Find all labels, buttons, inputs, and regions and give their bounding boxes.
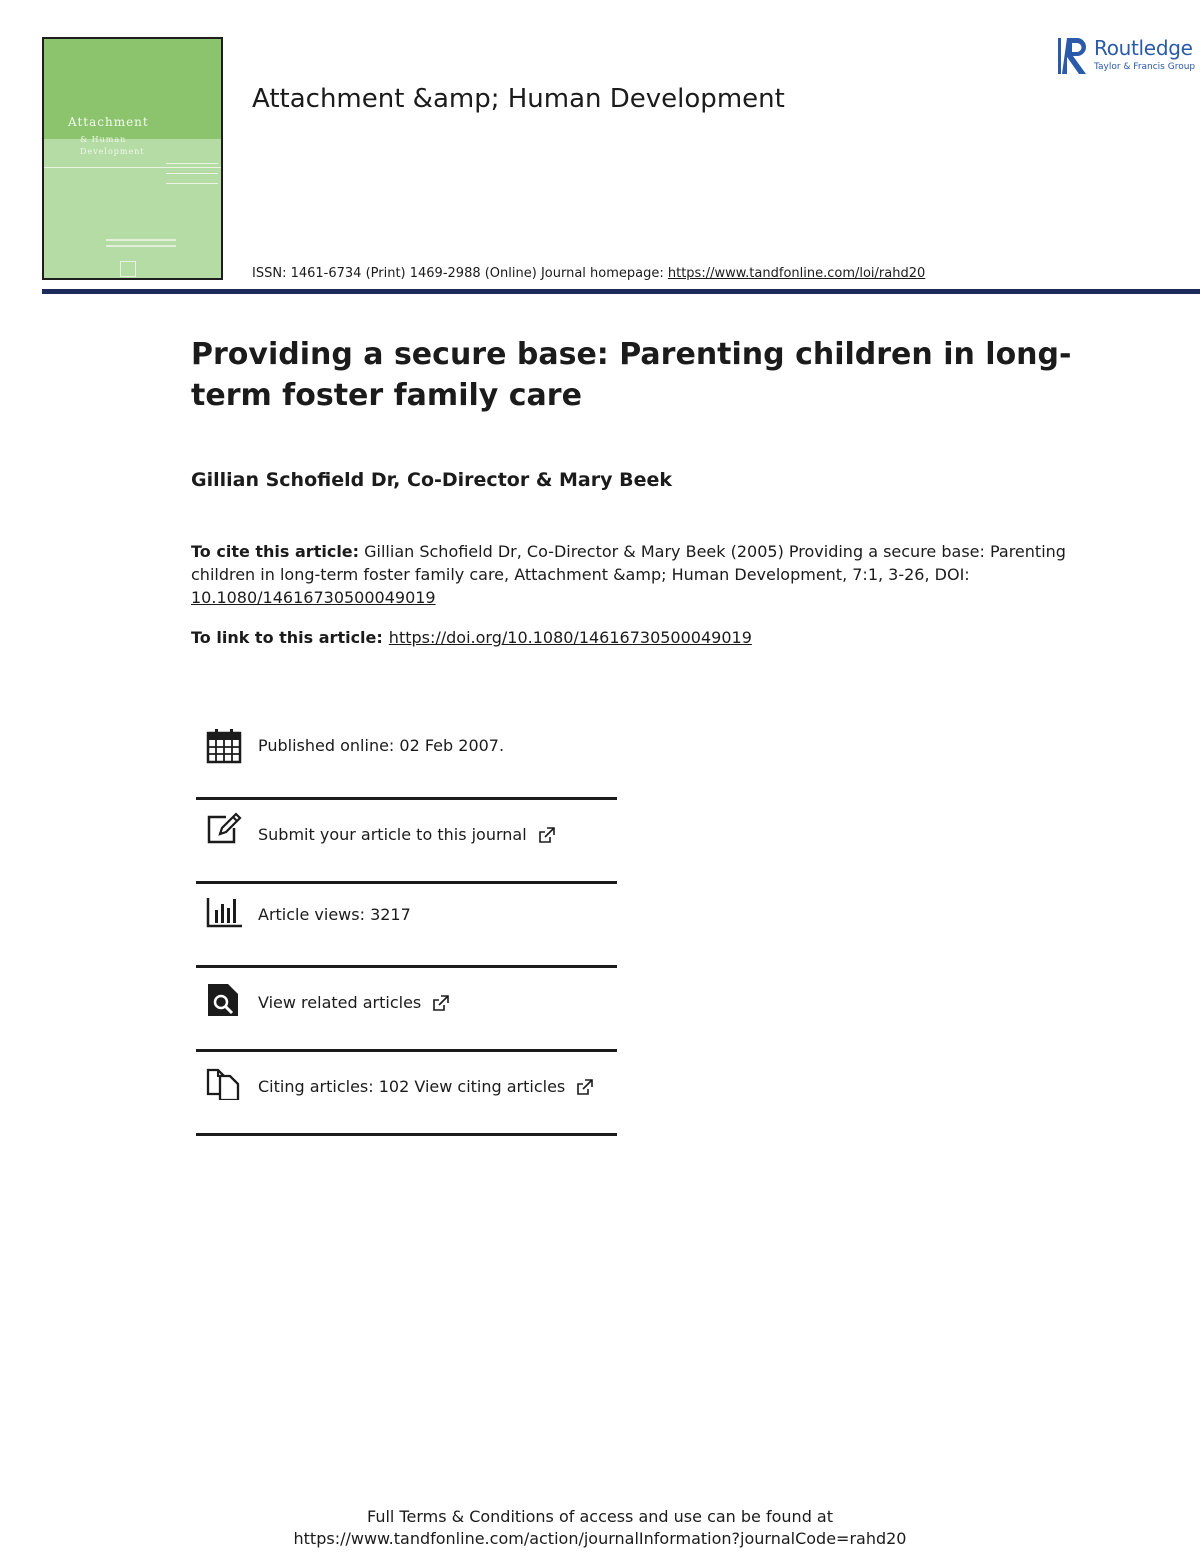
article-title: Providing a secure base: Parenting children in long-term foster family care bbox=[191, 337, 1072, 413]
footer-terms-text: Full Terms & Conditions of access and use can be found at bbox=[366, 1507, 834, 1526]
submit-label: Submit your article to this journal bbox=[258, 825, 527, 844]
cover-subtitle-2: Development bbox=[80, 147, 145, 156]
cover-volume-box bbox=[166, 157, 218, 191]
search-document-icon bbox=[206, 982, 242, 1018]
journal-homepage-link[interactable]: https://www.tandfonline.com/loi/rahd20 bbox=[667, 266, 926, 281]
calendar-icon bbox=[206, 728, 242, 764]
header-rule bbox=[42, 289, 1200, 294]
related-row[interactable] bbox=[196, 982, 617, 1066]
footer-terms-url[interactable]: https://www.tandfonline.com/action/journalInformation?journalCode=rahd20 bbox=[293, 1529, 907, 1548]
edit-icon bbox=[206, 812, 242, 848]
row-divider bbox=[196, 1133, 617, 1136]
view-related-link[interactable] bbox=[258, 993, 449, 1013]
cover-title: Attachment bbox=[68, 115, 149, 129]
article-doi-url[interactable]: https://doi.org/10.1080/14616730500049019 bbox=[388, 628, 752, 647]
journal-cover bbox=[42, 37, 223, 280]
citing-label: Citing articles: 102 View citing articles bbox=[258, 1077, 566, 1096]
publisher-tagline: Taylor & Francis Group bbox=[1094, 62, 1196, 72]
related-label: View related articles bbox=[258, 993, 422, 1012]
submit-article-link[interactable] bbox=[258, 825, 555, 845]
article-views: Article views: 3217 bbox=[258, 905, 411, 924]
publisher-logo bbox=[1058, 34, 1200, 78]
routledge-logo-icon bbox=[1058, 34, 1090, 78]
external-link-icon bbox=[576, 1079, 593, 1096]
cover-subtitle-1: & Human bbox=[80, 135, 127, 144]
publisher-name: Routledge bbox=[1094, 36, 1193, 60]
bar-chart-icon bbox=[206, 896, 242, 932]
external-link-icon bbox=[538, 827, 555, 844]
cover-editors bbox=[106, 239, 176, 251]
citation-doi-link[interactable]: 10.1080/14616730500049019 bbox=[191, 588, 436, 607]
citation-label: To cite this article: bbox=[191, 542, 360, 561]
row-divider bbox=[196, 881, 617, 884]
citation-block bbox=[191, 540, 1071, 609]
issn-text: ISSN: 1461-6734 (Print) 1469-2988 (Online) Journal homepage: bbox=[252, 266, 668, 281]
citing-articles-link[interactable] bbox=[258, 1077, 593, 1097]
article-link-line bbox=[191, 628, 752, 647]
article-link-label: To link to this article: bbox=[191, 628, 383, 647]
external-link-icon bbox=[432, 995, 449, 1012]
article-authors: Gillian Schofield Dr, Co-Director & Mary Beek bbox=[191, 469, 672, 491]
published-date: Published online: 02 Feb 2007. bbox=[258, 736, 505, 755]
documents-icon bbox=[206, 1064, 242, 1100]
citation-text: Gillian Schofield Dr, Co-Director & Mary Beek (2005) Providing a secure base: Parenting children in long-term foster family care, Attachment &amp; Human Development, 7:1, 3-26, DOI: bbox=[191, 542, 1066, 584]
cover-publisher-mark bbox=[120, 261, 136, 277]
footer bbox=[0, 1506, 1200, 1550]
journal-title[interactable]: Attachment &amp; Human Development bbox=[252, 84, 785, 114]
row-divider bbox=[196, 1049, 617, 1052]
row-divider bbox=[196, 797, 617, 800]
issn-line bbox=[252, 266, 925, 281]
row-divider bbox=[196, 965, 617, 968]
